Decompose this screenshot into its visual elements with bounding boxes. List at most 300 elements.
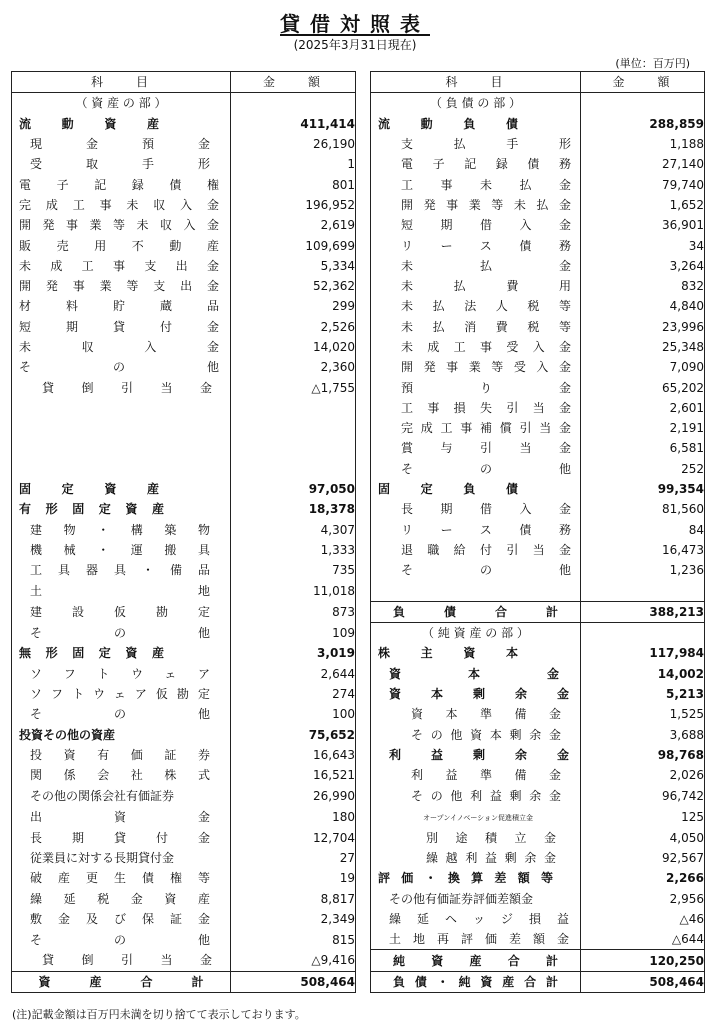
table-row xyxy=(12,580,705,601)
right-item-label xyxy=(371,174,581,194)
left-item-label xyxy=(12,337,231,357)
left-item-amount: 11,018 xyxy=(231,580,356,601)
left-item-amount: 19 xyxy=(231,868,356,888)
left-item-text: 貸倒引当金 xyxy=(42,380,212,395)
header-item-left: 科 目 xyxy=(12,72,231,93)
left-item-text: 未成工事支出金 xyxy=(19,258,219,273)
table-row xyxy=(12,154,705,174)
column-gap xyxy=(356,337,371,357)
left-item-label xyxy=(12,520,231,540)
header-item-right: 科 目 xyxy=(371,72,581,93)
left-item-label xyxy=(12,114,231,134)
left-item-label xyxy=(12,889,231,909)
table-row xyxy=(12,704,705,724)
column-gap xyxy=(356,929,371,950)
table-row xyxy=(12,889,705,909)
left-item-amount: 100 xyxy=(231,704,356,724)
right-item-amount: 25,348 xyxy=(581,337,705,357)
right-item-text: 開発事業等受入金 xyxy=(401,360,571,375)
left-item-text: 繰延税金資産 xyxy=(30,891,210,906)
column-gap xyxy=(356,540,371,560)
left-item-label xyxy=(12,398,231,418)
column-gap xyxy=(356,398,371,418)
right-item-amount: 84 xyxy=(581,520,705,540)
column-gap xyxy=(356,950,371,971)
right-item-text: 資本剰余金 xyxy=(389,687,569,702)
right-item-text: 長期借入金 xyxy=(401,502,571,517)
left-item-label xyxy=(12,276,231,296)
right-item-label xyxy=(371,438,581,458)
right-item-label xyxy=(371,276,581,296)
right-item-amount: 27,140 xyxy=(581,154,705,174)
right-item-amount: 832 xyxy=(581,276,705,296)
left-item-amount: 75,652 xyxy=(231,725,356,745)
left-item-amount xyxy=(231,398,356,418)
right-item-label xyxy=(371,785,581,805)
right-item-text: 工事損失引当金 xyxy=(401,400,571,415)
table-row xyxy=(12,868,705,888)
right-item-amount xyxy=(581,93,705,114)
left-item-text: 有形固定資産 xyxy=(19,502,164,517)
left-item-amount: 508,464 xyxy=(231,971,356,992)
column-gap xyxy=(356,643,371,663)
left-item-label xyxy=(12,684,231,704)
left-item-label xyxy=(12,929,231,950)
right-item-label xyxy=(371,357,581,377)
left-item-amount: 16,521 xyxy=(231,765,356,785)
column-gap xyxy=(356,438,371,458)
left-item-text: 開発事業等未収入金 xyxy=(19,218,219,233)
right-item-label xyxy=(371,154,581,174)
left-item-label xyxy=(12,643,231,663)
left-item-amount: 4,307 xyxy=(231,520,356,540)
right-item-text: 未払法人税等 xyxy=(401,299,571,314)
left-item-amount: 27 xyxy=(231,848,356,868)
left-item-text: ソフトウェア仮勘定 xyxy=(30,687,210,702)
left-item-amount: 274 xyxy=(231,684,356,704)
table-row xyxy=(12,765,705,785)
right-item-amount: 96,742 xyxy=(581,785,705,805)
left-item-label xyxy=(12,459,231,479)
left-item-amount xyxy=(231,418,356,438)
column-gap xyxy=(356,664,371,684)
column-gap xyxy=(356,785,371,805)
right-item-text: 繰越利益剰余金 xyxy=(426,851,556,866)
right-item-label xyxy=(371,499,581,519)
left-item-text: 短期貸付金 xyxy=(19,319,219,334)
left-item-text: 材料貯蔵品 xyxy=(19,299,219,314)
left-item-amount xyxy=(231,93,356,114)
right-item-amount: 3,264 xyxy=(581,256,705,276)
left-item-text: 未収入金 xyxy=(19,340,219,354)
right-item-text: （ 負 債 の 部 ） xyxy=(429,96,522,111)
left-item-label xyxy=(12,623,231,644)
right-item-text: 未払費用 xyxy=(401,279,571,294)
right-item-amount: 7,090 xyxy=(581,357,705,377)
right-item-label xyxy=(371,418,581,438)
column-gap xyxy=(356,806,371,828)
left-item-label xyxy=(12,317,231,337)
right-item-amount: 16,473 xyxy=(581,540,705,560)
right-item-label xyxy=(371,745,581,765)
right-item-text: その他有価証券評価差額金 xyxy=(389,891,534,906)
left-item-amount: △9,416 xyxy=(231,950,356,971)
table-row xyxy=(12,215,705,235)
right-item-label xyxy=(371,889,581,909)
left-item-label xyxy=(12,195,231,215)
right-item-text: 完成工事補償引当金 xyxy=(401,421,571,436)
right-item-label xyxy=(371,765,581,785)
right-item-label xyxy=(371,195,581,215)
column-gap xyxy=(356,377,371,397)
right-item-text: その他 xyxy=(401,563,571,578)
right-item-text: 退職給付引当金 xyxy=(401,542,571,557)
table-header-row xyxy=(12,72,705,93)
right-item-amount: 1,188 xyxy=(581,134,705,154)
column-gap xyxy=(356,499,371,519)
right-item-label xyxy=(371,806,581,828)
right-item-text: 未成工事受入金 xyxy=(401,340,571,354)
right-item-label xyxy=(371,623,581,644)
column-gap xyxy=(356,317,371,337)
header-amount-left: 金 額 xyxy=(231,72,356,93)
left-item-text: 工具器具・備品 xyxy=(30,563,210,578)
right-item-amount: 3,688 xyxy=(581,725,705,745)
table-row xyxy=(12,114,705,134)
right-item-amount: 79,740 xyxy=(581,174,705,194)
right-item-amount: 508,464 xyxy=(581,971,705,992)
left-item-amount: 801 xyxy=(231,174,356,194)
left-item-text: 貸倒引当金 xyxy=(42,953,212,968)
column-gap xyxy=(356,72,371,93)
right-item-label xyxy=(371,134,581,154)
left-item-label xyxy=(12,704,231,724)
right-item-text: 評価・換算差額等 xyxy=(378,871,553,886)
right-item-text: 短期借入金 xyxy=(401,218,571,233)
left-item-amount: 299 xyxy=(231,296,356,316)
right-item-label xyxy=(371,684,581,704)
column-gap xyxy=(356,745,371,765)
right-item-text: 資本金 xyxy=(389,666,559,681)
right-item-amount: 252 xyxy=(581,459,705,479)
left-item-text: （ 資 産 の 部 ） xyxy=(75,96,167,111)
table-row xyxy=(12,276,705,296)
right-item-label xyxy=(371,540,581,560)
right-item-text: 土地再評価差額金 xyxy=(389,932,569,947)
right-item-amount: △644 xyxy=(581,929,705,950)
column-gap xyxy=(356,235,371,255)
left-item-amount: 8,817 xyxy=(231,889,356,909)
left-item-text: 開発事業等支出金 xyxy=(19,279,219,294)
left-item-text: 従業員に対する長期貸付金 xyxy=(30,851,175,866)
left-item-amount: 12,704 xyxy=(231,828,356,848)
right-item-text: 賞与引当金 xyxy=(401,441,571,456)
right-item-label xyxy=(371,950,581,971)
left-item-amount: 5,334 xyxy=(231,256,356,276)
right-item-label xyxy=(371,296,581,316)
right-item-label xyxy=(371,256,581,276)
right-item-label xyxy=(371,337,581,357)
left-item-label xyxy=(12,154,231,174)
left-item-label xyxy=(12,215,231,235)
left-item-label xyxy=(12,235,231,255)
right-item-text: 支払手形 xyxy=(401,137,571,152)
left-item-label xyxy=(12,256,231,276)
column-gap xyxy=(356,765,371,785)
right-item-amount: 98,768 xyxy=(581,745,705,765)
right-item-text: 純資産合計 xyxy=(393,953,558,968)
balance-sheet-table xyxy=(11,71,705,993)
left-item-amount: 1 xyxy=(231,154,356,174)
right-item-label xyxy=(371,601,581,622)
left-item-label xyxy=(12,971,231,992)
right-item-amount: 36,901 xyxy=(581,215,705,235)
right-item-label xyxy=(371,580,581,601)
right-item-label xyxy=(371,643,581,663)
left-item-text: ソフトウェア xyxy=(30,666,210,681)
left-item-amount: 411,414 xyxy=(231,114,356,134)
left-item-label xyxy=(12,848,231,868)
right-item-label xyxy=(371,398,581,418)
left-item-text: 関係会社株式 xyxy=(30,768,210,783)
column-gap xyxy=(356,560,371,580)
left-item-amount: 26,990 xyxy=(231,785,356,805)
left-item-text: 現金預金 xyxy=(30,137,210,152)
left-item-amount: 2,644 xyxy=(231,664,356,684)
left-item-amount: 815 xyxy=(231,929,356,950)
right-item-amount: 2,266 xyxy=(581,868,705,888)
table-row xyxy=(12,540,705,560)
column-gap xyxy=(356,828,371,848)
right-item-label xyxy=(371,377,581,397)
right-item-amount: 388,213 xyxy=(581,601,705,622)
right-item-label xyxy=(371,317,581,337)
right-item-label xyxy=(371,704,581,724)
column-gap xyxy=(356,459,371,479)
column-gap xyxy=(356,114,371,134)
left-item-text: 長期貸付金 xyxy=(30,830,210,845)
right-item-label xyxy=(371,971,581,992)
left-item-label xyxy=(12,765,231,785)
left-item-text: 機械・運搬具 xyxy=(30,542,210,557)
unit-label: (単位：百万円) xyxy=(615,57,690,70)
header-amount-right: 金 額 xyxy=(581,72,705,93)
left-item-text: 固定資産 xyxy=(19,482,159,497)
table-row xyxy=(12,357,705,377)
right-item-text: 未払金 xyxy=(401,258,571,273)
left-item-text: 販売用不動産 xyxy=(19,238,219,253)
left-item-text: 出資金 xyxy=(30,809,210,824)
left-item-text: その他 xyxy=(30,707,210,722)
right-item-amount: 92,567 xyxy=(581,848,705,868)
table-row xyxy=(12,174,705,194)
left-item-amount: 873 xyxy=(231,601,356,622)
left-item-text: 受取手形 xyxy=(30,157,210,172)
right-item-label xyxy=(371,909,581,929)
right-item-amount xyxy=(581,623,705,644)
right-item-label xyxy=(371,848,581,868)
right-item-label xyxy=(371,664,581,684)
table-row xyxy=(12,848,705,868)
left-item-amount: △1,755 xyxy=(231,377,356,397)
left-item-label xyxy=(12,806,231,828)
column-gap xyxy=(356,134,371,154)
right-item-label xyxy=(371,868,581,888)
table-row xyxy=(12,806,705,828)
left-item-amount xyxy=(231,438,356,458)
right-item-text: 負債・純資産合計 xyxy=(393,974,558,989)
left-item-label xyxy=(12,479,231,499)
table-row xyxy=(12,601,705,622)
column-gap xyxy=(356,256,371,276)
right-item-text: 負債合計 xyxy=(393,604,558,619)
column-gap xyxy=(356,174,371,194)
left-item-amount: 109 xyxy=(231,623,356,644)
right-item-amount: 81,560 xyxy=(581,499,705,519)
right-item-text: オープンイノベーション促進積立金 xyxy=(423,813,534,822)
table-row xyxy=(12,499,705,519)
left-item-label xyxy=(12,134,231,154)
right-item-amount: 2,026 xyxy=(581,765,705,785)
table-row xyxy=(12,235,705,255)
right-item-amount xyxy=(581,580,705,601)
right-item-label xyxy=(371,459,581,479)
table-row xyxy=(12,520,705,540)
column-gap xyxy=(356,520,371,540)
table-row xyxy=(12,134,705,154)
left-item-label xyxy=(12,540,231,560)
column-gap xyxy=(356,725,371,745)
right-item-text: 別途積立金 xyxy=(426,830,556,845)
left-item-amount: 16,643 xyxy=(231,745,356,765)
left-item-label xyxy=(12,580,231,601)
right-item-text: 株主資本 xyxy=(378,646,518,661)
right-item-text: （ 純 資 産 の 部 ） xyxy=(422,626,529,641)
table-row xyxy=(12,950,705,971)
left-item-text: その他 xyxy=(30,932,210,947)
column-gap xyxy=(356,971,371,992)
right-item-text: 固定負債 xyxy=(378,482,518,497)
right-item-label xyxy=(371,725,581,745)
right-item-label xyxy=(371,929,581,950)
right-item-amount: 2,191 xyxy=(581,418,705,438)
table-row xyxy=(12,971,705,992)
table-row xyxy=(12,643,705,663)
left-item-amount: 2,619 xyxy=(231,215,356,235)
right-item-amount: 23,996 xyxy=(581,317,705,337)
left-item-amount: 735 xyxy=(231,560,356,580)
table-row xyxy=(12,684,705,704)
left-item-text: 破産更生債権等 xyxy=(30,871,210,886)
right-item-text: 開発事業等未払金 xyxy=(401,197,571,212)
right-item-label xyxy=(371,828,581,848)
column-gap xyxy=(356,909,371,929)
left-item-label xyxy=(12,664,231,684)
left-item-label xyxy=(12,601,231,622)
right-item-text: 工事未払金 xyxy=(401,177,571,192)
column-gap xyxy=(356,479,371,499)
right-item-amount: 125 xyxy=(581,806,705,828)
right-item-label xyxy=(371,479,581,499)
right-item-text: 預り金 xyxy=(401,380,571,395)
left-item-text: 無形固定資産 xyxy=(19,646,164,661)
right-item-amount: 1,236 xyxy=(581,560,705,580)
right-item-text: その他資本剰余金 xyxy=(411,727,561,742)
footnote: (注)記載金額は百万円未満を切り捨てて表示しております。 xyxy=(12,1008,306,1021)
left-item-amount: 2,349 xyxy=(231,909,356,929)
column-gap xyxy=(356,848,371,868)
right-item-amount: 6,581 xyxy=(581,438,705,458)
left-item-label xyxy=(12,499,231,519)
right-item-amount: 65,202 xyxy=(581,377,705,397)
page-title: 貸借対照表 xyxy=(280,12,430,36)
left-item-amount: 1,333 xyxy=(231,540,356,560)
right-item-text: その他 xyxy=(401,461,571,476)
left-item-text: その他 xyxy=(19,360,219,375)
left-item-text: 電子記録債権 xyxy=(19,177,219,192)
right-item-label xyxy=(371,560,581,580)
left-item-text: 建設仮勘定 xyxy=(30,604,210,619)
right-item-amount: 34 xyxy=(581,235,705,255)
right-item-amount: 288,859 xyxy=(581,114,705,134)
right-item-label xyxy=(371,93,581,114)
table-row xyxy=(12,438,705,458)
column-gap xyxy=(356,868,371,888)
table-row xyxy=(12,725,705,745)
left-item-label xyxy=(12,828,231,848)
left-item-label xyxy=(12,725,231,745)
column-gap xyxy=(356,623,371,644)
column-gap xyxy=(356,296,371,316)
table-row xyxy=(12,623,705,644)
table-row xyxy=(12,745,705,765)
column-gap xyxy=(356,154,371,174)
right-item-amount: △46 xyxy=(581,909,705,929)
left-item-label xyxy=(12,745,231,765)
table-row xyxy=(12,256,705,276)
column-gap xyxy=(356,215,371,235)
right-item-text: 利益準備金 xyxy=(411,768,561,783)
right-item-amount: 2,956 xyxy=(581,889,705,909)
column-gap xyxy=(356,357,371,377)
right-item-label xyxy=(371,520,581,540)
right-item-text: リース債務 xyxy=(401,238,571,253)
left-item-amount: 3,019 xyxy=(231,643,356,663)
right-item-text: 繰延ヘッジ損益 xyxy=(389,912,569,927)
left-item-text: 投資有価証券 xyxy=(30,747,210,762)
right-item-text: リース債務 xyxy=(401,522,571,537)
left-item-amount: 2,526 xyxy=(231,317,356,337)
right-item-text: その他利益剰余金 xyxy=(411,788,561,803)
right-item-text: 流動負債 xyxy=(378,116,518,131)
right-item-amount: 117,984 xyxy=(581,643,705,663)
left-item-text: 資産合計 xyxy=(38,974,204,989)
left-item-label xyxy=(12,418,231,438)
table-row xyxy=(12,664,705,684)
left-item-label xyxy=(12,174,231,194)
right-item-text: 未払消費税等 xyxy=(401,319,571,334)
left-item-text: 敷金及び保証金 xyxy=(30,912,210,927)
left-item-text: 投資その他の資産 xyxy=(19,727,116,742)
table-row xyxy=(12,418,705,438)
left-item-amount: 52,362 xyxy=(231,276,356,296)
table-row xyxy=(12,337,705,357)
right-item-amount: 14,002 xyxy=(581,664,705,684)
right-item-amount: 2,601 xyxy=(581,398,705,418)
table-row xyxy=(12,398,705,418)
left-item-label xyxy=(12,377,231,397)
right-item-amount: 120,250 xyxy=(581,950,705,971)
